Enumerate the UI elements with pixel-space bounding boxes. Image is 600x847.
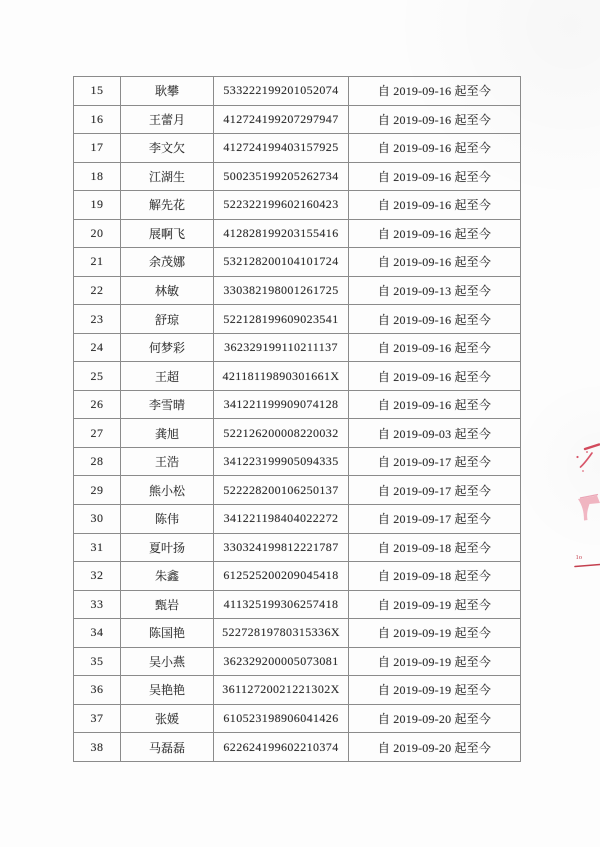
cell-name: 熊小松 xyxy=(121,476,214,505)
cell-index: 28 xyxy=(74,447,121,476)
table-row xyxy=(74,562,521,591)
cell-index: 32 xyxy=(74,562,121,591)
cell-index: 25 xyxy=(74,362,121,391)
red-stamp-fragments xyxy=(571,438,600,578)
cell-index: 38 xyxy=(74,733,121,762)
cell-period: 自 2019-09-16 起至今 xyxy=(349,134,521,163)
cell-name: 陈伟 xyxy=(121,504,214,533)
cell-index: 31 xyxy=(74,533,121,562)
red-pen-stroke-fragment-icon xyxy=(576,445,599,473)
cell-index: 20 xyxy=(74,219,121,248)
cell-id-number: 42118119890301661X xyxy=(214,362,349,391)
cell-index: 27 xyxy=(74,419,121,448)
cell-id-number: 522128199609023541 xyxy=(214,305,349,334)
cell-period: 自 2019-09-16 起至今 xyxy=(349,105,521,134)
cell-id-number: 341221198404022272 xyxy=(214,504,349,533)
cell-name: 张媛 xyxy=(121,704,214,733)
cell-name: 马磊磊 xyxy=(121,733,214,762)
stamp-annotation-text: 1o xyxy=(575,554,582,561)
cell-period: 自 2019-09-18 起至今 xyxy=(349,533,521,562)
cell-id-number: 412828199203155416 xyxy=(214,219,349,248)
cell-period: 自 2019-09-16 起至今 xyxy=(349,362,521,391)
cell-name: 余茂娜 xyxy=(121,248,214,277)
cell-period: 自 2019-09-17 起至今 xyxy=(349,476,521,505)
cell-id-number: 341223199905094335 xyxy=(214,447,349,476)
cell-id-number: 532128200104101724 xyxy=(214,248,349,277)
pink-seal-blob-fragment-icon xyxy=(578,495,600,521)
cell-name: 舒琼 xyxy=(121,305,214,334)
cell-id-number: 362329200005073081 xyxy=(214,647,349,676)
table-row xyxy=(74,590,521,619)
table-row xyxy=(74,390,521,419)
cell-period: 自 2019-09-16 起至今 xyxy=(349,162,521,191)
cell-name: 林敏 xyxy=(121,276,214,305)
cell-id-number: 500235199205262734 xyxy=(214,162,349,191)
cell-id-number: 533222199201052074 xyxy=(214,77,349,106)
cell-id-number: 522228200106250137 xyxy=(214,476,349,505)
cell-name: 陈国艳 xyxy=(121,619,214,648)
cell-period: 自 2019-09-16 起至今 xyxy=(349,248,521,277)
cell-id-number: 411325199306257418 xyxy=(214,590,349,619)
cell-name: 耿攀 xyxy=(121,77,214,106)
cell-index: 36 xyxy=(74,676,121,705)
cell-name: 何梦彩 xyxy=(121,333,214,362)
cell-name: 王蕾月 xyxy=(121,105,214,134)
cell-id-number: 36112720021221302X xyxy=(214,676,349,705)
table-row xyxy=(74,733,521,762)
table-row xyxy=(74,476,521,505)
cell-name: 朱鑫 xyxy=(121,562,214,591)
cell-period: 自 2019-09-19 起至今 xyxy=(349,676,521,705)
table-row xyxy=(74,219,521,248)
roster-table xyxy=(73,76,521,762)
cell-id-number: 610523198906041426 xyxy=(214,704,349,733)
cell-period: 自 2019-09-16 起至今 xyxy=(349,333,521,362)
table-row xyxy=(74,162,521,191)
cell-name: 龚旭 xyxy=(121,419,214,448)
table-row xyxy=(74,105,521,134)
cell-id-number: 52272819780315336X xyxy=(214,619,349,648)
cell-index: 17 xyxy=(74,134,121,163)
cell-name: 李文欠 xyxy=(121,134,214,163)
table-row xyxy=(74,191,521,220)
cell-index: 15 xyxy=(74,77,121,106)
table-row xyxy=(74,533,521,562)
cell-index: 16 xyxy=(74,105,121,134)
table-row xyxy=(74,447,521,476)
cell-name: 王超 xyxy=(121,362,214,391)
cell-period: 自 2019-09-19 起至今 xyxy=(349,619,521,648)
cell-index: 19 xyxy=(74,191,121,220)
cell-period: 自 2019-09-03 起至今 xyxy=(349,419,521,448)
cell-id-number: 522322199602160423 xyxy=(214,191,349,220)
cell-period: 自 2019-09-16 起至今 xyxy=(349,305,521,334)
table-row xyxy=(74,333,521,362)
cell-index: 18 xyxy=(74,162,121,191)
cell-index: 26 xyxy=(74,390,121,419)
table-row xyxy=(74,619,521,648)
table-row xyxy=(74,362,521,391)
cell-index: 35 xyxy=(74,647,121,676)
cell-period: 自 2019-09-13 起至今 xyxy=(349,276,521,305)
table-row xyxy=(74,647,521,676)
cell-id-number: 330324199812221787 xyxy=(214,533,349,562)
cell-id-number: 412724199207297947 xyxy=(214,105,349,134)
cell-name: 夏叶扬 xyxy=(121,533,214,562)
cell-period: 自 2019-09-19 起至今 xyxy=(349,647,521,676)
cell-index: 30 xyxy=(74,504,121,533)
cell-period: 自 2019-09-16 起至今 xyxy=(349,77,521,106)
cell-id-number: 341221199909074128 xyxy=(214,390,349,419)
table-row xyxy=(74,248,521,277)
table-row xyxy=(74,504,521,533)
cell-period: 自 2019-09-17 起至今 xyxy=(349,504,521,533)
cell-name: 展啊飞 xyxy=(121,219,214,248)
table-row xyxy=(74,77,521,106)
table-row xyxy=(74,276,521,305)
cell-name: 吴小燕 xyxy=(121,647,214,676)
cell-name: 李雪晴 xyxy=(121,390,214,419)
red-annotation-fragment-icon xyxy=(575,554,600,567)
cell-id-number: 522126200008220032 xyxy=(214,419,349,448)
cell-name: 吴艳艳 xyxy=(121,676,214,705)
cell-index: 29 xyxy=(74,476,121,505)
cell-id-number: 622624199602210374 xyxy=(214,733,349,762)
table-row xyxy=(74,305,521,334)
cell-index: 22 xyxy=(74,276,121,305)
cell-index: 34 xyxy=(74,619,121,648)
cell-period: 自 2019-09-16 起至今 xyxy=(349,390,521,419)
cell-id-number: 612525200209045418 xyxy=(214,562,349,591)
table-row xyxy=(74,419,521,448)
table-row xyxy=(74,134,521,163)
cell-index: 24 xyxy=(74,333,121,362)
table-row xyxy=(74,676,521,705)
cell-period: 自 2019-09-18 起至今 xyxy=(349,562,521,591)
cell-period: 自 2019-09-19 起至今 xyxy=(349,590,521,619)
cell-name: 解先花 xyxy=(121,191,214,220)
cell-period: 自 2019-09-16 起至今 xyxy=(349,219,521,248)
cell-id-number: 412724199403157925 xyxy=(214,134,349,163)
cell-period: 自 2019-09-20 起至今 xyxy=(349,733,521,762)
cell-period: 自 2019-09-20 起至今 xyxy=(349,704,521,733)
cell-period: 自 2019-09-16 起至今 xyxy=(349,191,521,220)
cell-index: 21 xyxy=(74,248,121,277)
table-row xyxy=(74,704,521,733)
cell-name: 王浩 xyxy=(121,447,214,476)
cell-id-number: 330382198001261725 xyxy=(214,276,349,305)
cell-index: 33 xyxy=(74,590,121,619)
cell-name: 江湖生 xyxy=(121,162,214,191)
cell-index: 23 xyxy=(74,305,121,334)
table-body xyxy=(74,77,521,762)
cell-id-number: 362329199110211137 xyxy=(214,333,349,362)
cell-period: 自 2019-09-17 起至今 xyxy=(349,447,521,476)
cell-name: 甄岩 xyxy=(121,590,214,619)
cell-index: 37 xyxy=(74,704,121,733)
